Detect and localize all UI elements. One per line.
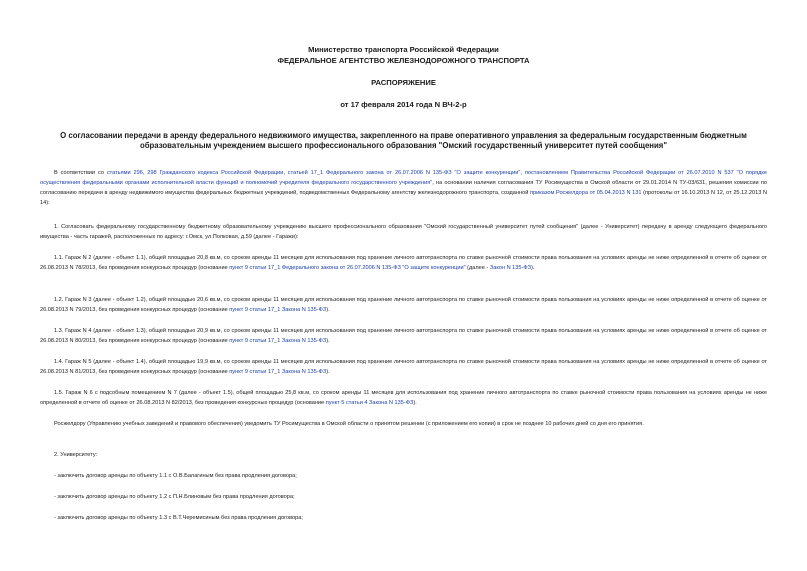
- preamble-text-5: (протоколы от 16.10.2013 N 12, от 25.12.2013 N 14):: [40, 190, 768, 206]
- p14-text-2: ).: [326, 369, 330, 375]
- p13-law-link[interactable]: пункт 9 статьи 17_1 Закона N 135-ФЗ: [229, 338, 327, 344]
- p11-law-link[interactable]: пункт 9 статьи 17_1 Федерального закона от 26.07.2006 N 135-ФЗ "О защите конкуренции": [229, 265, 466, 271]
- p15-text-1: 1.5. Гараж N 6 с подсобным помещением N 7 (далее - объект 1.5), общей площадью 25,8 кв.м, со сроком аренды 11 месяцев для использования под хранение личного автотранспорта по ставке рыночной стоимости права пользования на условиях аренды не ниже определенной в отчете об оценке от 26.08.2013 N 82/2013, без проведения конкурсных процедур (основание: [40, 390, 767, 406]
- document-title: О согласовании передачи в аренду федерального недвижимого имущества, закрепленного на праве оперативного управления за федеральным государственным бюджетным образовательным учреждением высшего профессионального образования "Омский государственный университет путей сообщения": [60, 131, 747, 150]
- p14-law-link[interactable]: пункт 9 статьи 17_1 Закона N 135-ФЗ: [229, 369, 327, 375]
- civil-code-link[interactable]: статьями 296, 298 Гражданского кодекса Российской Федерации: [106, 170, 284, 176]
- p12-law-link[interactable]: пункт 9 статьи 17_1 Закона N 135-ФЗ: [229, 307, 327, 313]
- competition-law-link[interactable]: статьей 17_1 Федерального закона от 26.07.2006 N 135-ФЗ "О защите конкуренции": [287, 170, 521, 176]
- p15-text-2: ).: [413, 400, 417, 406]
- preamble-paragraph: [40, 168, 767, 208]
- p15-law-link[interactable]: пункт 5 статьи 4 Закона N 135-ФЗ: [325, 400, 414, 406]
- p13-text-2: ).: [326, 338, 330, 344]
- p12-text-1: 1.2. Гараж N 3 (далее - объект 1.2), общей площадью 20,6 кв.м, со сроком аренды 11 месяцев для использования под хранение личного автотранспорта по ставке рыночной стоимости права пользования на условиях аренды не ниже определенной в отчете об оценке от 26.08.2013 N 79/2013, без проведения конкурсных процедур (основание: [40, 297, 767, 313]
- p11-text-2: (далее -: [465, 265, 490, 271]
- paragraph-2: 2. Университету:: [54, 452, 98, 458]
- p11-law-short-link[interactable]: Закон N 135-ФЗ: [489, 265, 532, 271]
- preamble-text-2: ,: [283, 170, 288, 176]
- document-date: от 17 февраля 2014 года N ВЧ-2-р: [340, 100, 467, 109]
- preamble-text-1: В соответствии со: [54, 170, 107, 176]
- paragraph-1-2: [40, 295, 767, 315]
- notification-paragraph: Росжелдору (Управлению учебных заведений и правового обеспечения) уведомить ТУ Росимущества в Омской области о принятом решении (с приложением его копии) в срок не позднее 10 рабочих дней со дня его принятия.: [54, 421, 644, 427]
- list-item: - заключить договор аренды по объекту 1.3 с В.Т.Черемисиным без права продления договора;: [54, 515, 303, 521]
- preamble-text-3: ,: [520, 170, 525, 176]
- p13-text-1: 1.3. Гараж N 4 (далее - объект 1.3), общей площадью 20,9 кв.м, со сроком аренды 11 месяцев для использования под хранение личного автотранспорта по ставке рыночной стоимости права пользования на условиях аренды не ниже определенной в отчете об оценке от 26.08.2013 N 80/2013, без проведения конкурсных процедур (основание: [40, 328, 767, 344]
- paragraph-1-1: [40, 253, 767, 273]
- list-item: - заключить договор аренды по объекту 1.1 с О.В.Балагиным без права продления договора;: [54, 473, 297, 479]
- paragraph-1-3: [40, 326, 767, 346]
- p12-text-2: ).: [326, 307, 330, 313]
- paragraph-1-4: [40, 357, 767, 377]
- paragraph-1: 1. Согласовать федеральному государственному бюджетному образовательному учреждению высшего профессионального образования "Омский государственный университет путей сообщения" (далее - Университет) передачу в аренду следующего федерального имущества - часть гаражей, расположенных по адресу: г.Омск, ул.Полковая, д.59 (далее - Гаражи):: [40, 224, 767, 240]
- agency-name: ФЕДЕРАЛЬНОЕ АГЕНТСТВО ЖЕЛЕЗНОДОРОЖНОГО ТРАНСПОРТА: [277, 56, 530, 65]
- p11-text-3: ).: [531, 265, 535, 271]
- roszheldor-order-link[interactable]: приказом Росжелдора от 05.04.2013 N 131: [529, 190, 642, 196]
- ministry-name: Министерство транспорта Российской Федерации: [308, 45, 499, 54]
- preamble-text-4: , на основании наличия согласования ТУ Росимущества в Омской области от 29.01.2014 N ТУ-03/631, решения комиссии по согласованию передачи в аренду недвижимого имущества федеральных бюджетных учреждений, подведомственных Федеральному агентству железнодорожного транспорта, созданной: [40, 180, 767, 196]
- p14-text-1: 1.4. Гараж N 5 (далее - объект 1.4), общей площадью 19,9 кв.м, со сроком аренды 11 месяцев для использования под хранение личного автотранспорта по ставке рыночной стоимости права пользования на условиях аренды не ниже определенной в отчете об оценке от 26.08.2013 N 81/2013, без проведения конкурсных процедур (основание: [40, 359, 767, 375]
- p11-text-1: 1.1. Гараж N 2 (далее - объект 1.1), общей площадью 20,8 кв.м, со сроком аренды 11 месяцев для использования под хранение личного автотранспорта по ставке рыночной стоимости права пользования на условиях аренды не ниже определенной в отчете об оценке от 26.08.2013 N 78/2013, без проведения конкурсных процедур (основание: [40, 255, 767, 271]
- list-item: - заключить договор аренды по объекту 1.2 с П.Н.Блиновым без права продления договора;: [54, 494, 295, 500]
- paragraph-1-5: [40, 388, 767, 408]
- government-decree-link[interactable]: постановлением Правительства Российской Федерации от 26.07.2010 N 537 "О порядке осуществления федеральными органами исполнительной власти функций и полномочий учредителя федерального государственного учреждения": [40, 170, 767, 186]
- document-type: РАСПОРЯЖЕНИЕ: [371, 78, 436, 87]
